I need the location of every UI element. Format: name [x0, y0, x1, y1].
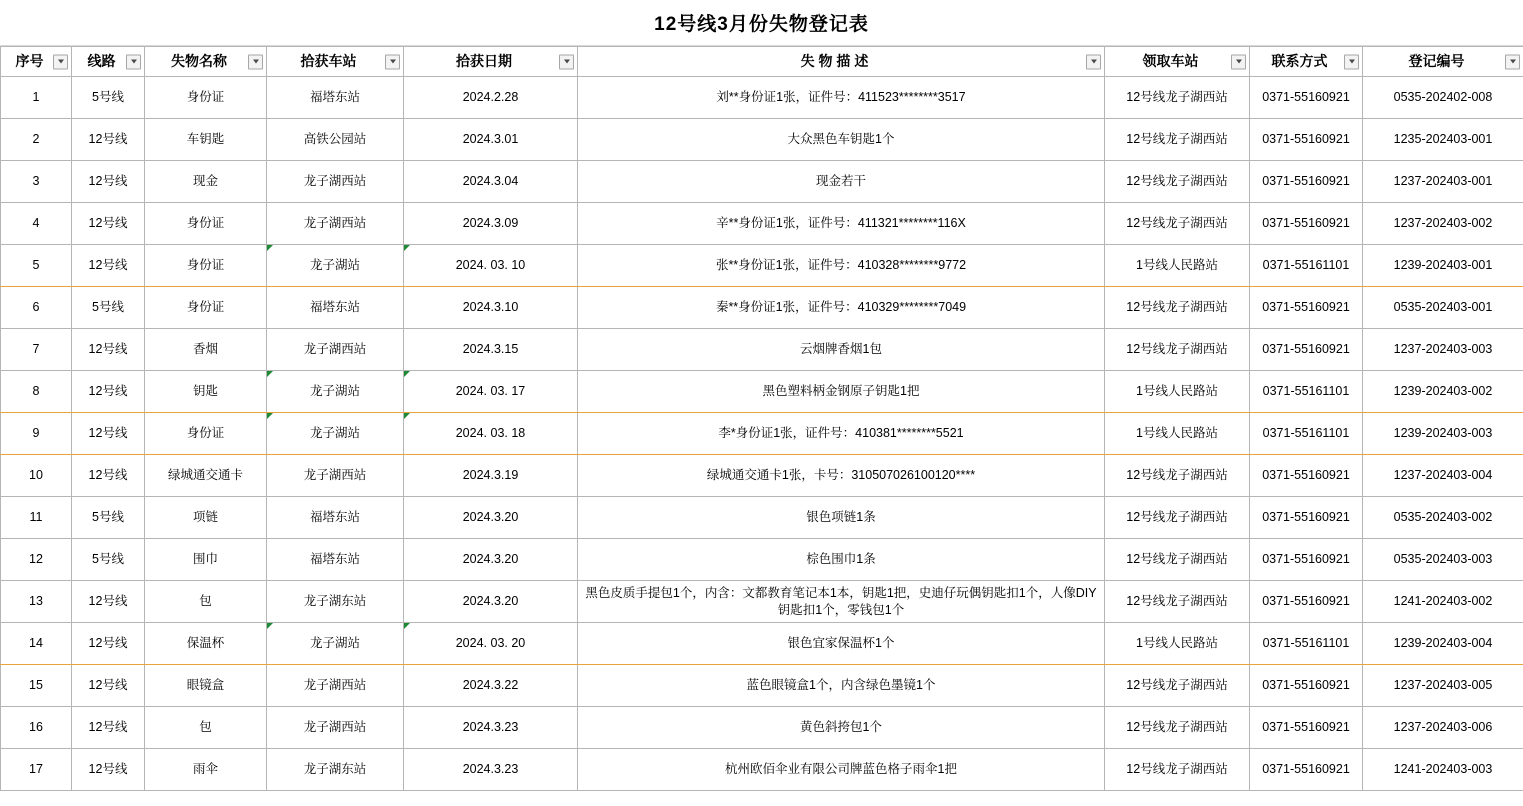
cell-found-date: 2024.3.23 [404, 707, 578, 749]
cell-found-date: 2024.3.15 [404, 329, 578, 371]
cell-no: 6 [1, 287, 72, 329]
cell-reg-no: 1237-202403-001 [1363, 161, 1523, 203]
cell-reg-no: 1239-202403-001 [1363, 245, 1523, 287]
cell-reg-no: 0535-202403-002 [1363, 497, 1523, 539]
cell-found-date: 2024.3.09 [404, 203, 578, 245]
cell-claim-station: 12号线龙子湖西站 [1105, 497, 1250, 539]
cell-line: 5号线 [72, 497, 145, 539]
cell-description: 蓝色眼镜盒1个，内含绿色墨镜1个 [578, 665, 1105, 707]
cell-description: 银色宜家保温杯1个 [578, 623, 1105, 665]
cell-found-date: 2024.3.20 [404, 539, 578, 581]
cell-no: 13 [1, 581, 72, 623]
cell-found-station: 龙子湖西站 [267, 707, 404, 749]
table-row [1, 623, 1523, 665]
column-header-reg-no-label: 登记编号 [1408, 53, 1465, 70]
cell-item: 现金 [145, 161, 267, 203]
table-row [1, 749, 1523, 791]
cell-phone: 0371-55160921 [1250, 329, 1363, 371]
cell-description: 绿城通交通卡1张，卡号：310507026100120**** [578, 455, 1105, 497]
cell-no: 14 [1, 623, 72, 665]
cell-item: 保温杯 [145, 623, 267, 665]
table-row [1, 287, 1523, 329]
cell-no: 9 [1, 413, 72, 455]
column-header-line-label: 线路 [87, 53, 116, 70]
cell-reg-no: 0535-202403-001 [1363, 287, 1523, 329]
cell-claim-station: 12号线龙子湖西站 [1105, 329, 1250, 371]
filter-dropdown-icon[interactable] [385, 54, 400, 69]
table-row [1, 539, 1523, 581]
cell-found-date: 2024. 03. 18 [404, 413, 578, 455]
cell-claim-station: 12号线龙子湖西站 [1105, 707, 1250, 749]
cell-item: 雨伞 [145, 749, 267, 791]
cell-phone: 0371-55160921 [1250, 581, 1363, 623]
cell-found-date: 2024. 03. 17 [404, 371, 578, 413]
cell-line: 12号线 [72, 329, 145, 371]
table-header-row [1, 47, 1523, 77]
cell-phone: 0371-55161101 [1250, 413, 1363, 455]
cell-description: 秦**身份证1张，证件号：410329********7049 [578, 287, 1105, 329]
cell-description: 棕色围巾1条 [578, 539, 1105, 581]
table-row [1, 245, 1523, 287]
cell-found-date: 2024.3.20 [404, 581, 578, 623]
cell-phone: 0371-55160921 [1250, 749, 1363, 791]
cell-found-station: 福塔东站 [267, 77, 404, 119]
column-header-claim-station [1105, 47, 1250, 77]
cell-item: 眼镜盒 [145, 665, 267, 707]
cell-phone: 0371-55161101 [1250, 623, 1363, 665]
table-row [1, 497, 1523, 539]
cell-found-date: 2024.3.19 [404, 455, 578, 497]
cell-reg-no: 1241-202403-003 [1363, 749, 1523, 791]
cell-found-date: 2024.3.23 [404, 749, 578, 791]
table-row [1, 161, 1523, 203]
cell-item: 项链 [145, 497, 267, 539]
column-header-phone [1250, 47, 1363, 77]
cell-item: 车钥匙 [145, 119, 267, 161]
cell-found-date: 2024. 03. 10 [404, 245, 578, 287]
cell-description: 大众黑色车钥匙1个 [578, 119, 1105, 161]
cell-claim-station: 12号线龙子湖西站 [1105, 539, 1250, 581]
filter-dropdown-icon[interactable] [1344, 54, 1359, 69]
cell-description: 银色项链1条 [578, 497, 1105, 539]
filter-dropdown-icon[interactable] [1086, 54, 1101, 69]
cell-phone: 0371-55160921 [1250, 707, 1363, 749]
cell-description: 现金若干 [578, 161, 1105, 203]
column-header-claim-station-label: 领取车站 [1142, 53, 1199, 70]
table-body [1, 77, 1523, 791]
cell-item: 围巾 [145, 539, 267, 581]
cell-item: 身份证 [145, 77, 267, 119]
cell-item: 包 [145, 707, 267, 749]
cell-description: 张**身份证1张，证件号：410328********9772 [578, 245, 1105, 287]
cell-found-station: 龙子湖西站 [267, 161, 404, 203]
cell-found-station: 龙子湖站 [267, 413, 404, 455]
cell-description: 黄色斜挎包1个 [578, 707, 1105, 749]
cell-no: 5 [1, 245, 72, 287]
filter-dropdown-icon[interactable] [126, 54, 141, 69]
cell-line: 12号线 [72, 413, 145, 455]
cell-line: 12号线 [72, 665, 145, 707]
column-header-no-label: 序号 [15, 53, 44, 70]
cell-no: 11 [1, 497, 72, 539]
cell-item: 包 [145, 581, 267, 623]
cell-no: 3 [1, 161, 72, 203]
cell-reg-no: 1237-202403-004 [1363, 455, 1523, 497]
cell-found-date: 2024.3.10 [404, 287, 578, 329]
cell-item: 钥匙 [145, 371, 267, 413]
cell-found-date: 2024.3.04 [404, 161, 578, 203]
column-header-reg-no [1363, 47, 1523, 77]
cell-line: 12号线 [72, 245, 145, 287]
cell-no: 7 [1, 329, 72, 371]
cell-found-station: 龙子湖东站 [267, 749, 404, 791]
table-row [1, 371, 1523, 413]
cell-line: 5号线 [72, 287, 145, 329]
cell-no: 16 [1, 707, 72, 749]
cell-phone: 0371-55161101 [1250, 245, 1363, 287]
cell-line: 12号线 [72, 749, 145, 791]
table-row [1, 203, 1523, 245]
column-header-phone-label: 联系方式 [1271, 53, 1328, 70]
cell-description: 云烟牌香烟1包 [578, 329, 1105, 371]
lost-property-table [0, 46, 1523, 791]
cell-reg-no: 1237-202403-006 [1363, 707, 1523, 749]
cell-found-station: 龙子湖西站 [267, 455, 404, 497]
cell-line: 12号线 [72, 623, 145, 665]
cell-reg-no: 1239-202403-003 [1363, 413, 1523, 455]
filter-dropdown-icon[interactable] [1231, 54, 1246, 69]
cell-phone: 0371-55160921 [1250, 161, 1363, 203]
cell-no: 2 [1, 119, 72, 161]
column-header-found-station-label: 拾获车站 [300, 53, 357, 70]
cell-found-station: 龙子湖西站 [267, 203, 404, 245]
cell-found-station: 高铁公园站 [267, 119, 404, 161]
column-header-found-date [404, 47, 578, 77]
cell-phone: 0371-55160921 [1250, 119, 1363, 161]
sheet-title-row [0, 0, 1523, 46]
cell-found-station: 龙子湖西站 [267, 329, 404, 371]
table-row [1, 455, 1523, 497]
cell-line: 12号线 [72, 119, 145, 161]
cell-claim-station: 12号线龙子湖西站 [1105, 455, 1250, 497]
cell-found-station: 龙子湖西站 [267, 665, 404, 707]
cell-item: 身份证 [145, 245, 267, 287]
cell-item: 香烟 [145, 329, 267, 371]
cell-description: 辛**身份证1张，证件号：411321********116X [578, 203, 1105, 245]
cell-claim-station: 1号线人民路站 [1105, 413, 1250, 455]
cell-reg-no: 1239-202403-004 [1363, 623, 1523, 665]
cell-claim-station: 12号线龙子湖西站 [1105, 203, 1250, 245]
cell-claim-station: 12号线龙子湖西站 [1105, 749, 1250, 791]
cell-claim-station: 12号线龙子湖西站 [1105, 119, 1250, 161]
cell-reg-no: 1237-202403-002 [1363, 203, 1523, 245]
cell-description: 杭州欧佰伞业有限公司牌蓝色格子雨伞1把 [578, 749, 1105, 791]
cell-found-station: 福塔东站 [267, 539, 404, 581]
cell-no: 17 [1, 749, 72, 791]
column-header-description [578, 47, 1105, 77]
cell-phone: 0371-55161101 [1250, 371, 1363, 413]
cell-found-date: 2024.3.20 [404, 497, 578, 539]
cell-found-station: 龙子湖站 [267, 623, 404, 665]
cell-found-station: 福塔东站 [267, 287, 404, 329]
page-title: 12号线3月份失物登记表 [654, 14, 869, 35]
cell-found-station: 福塔东站 [267, 497, 404, 539]
cell-reg-no: 0535-202402-008 [1363, 77, 1523, 119]
cell-description: 黑色皮质手提包1个，内含：文都教育笔记本1本，钥匙1把，史迪仔玩偶钥匙扣1个，人像DIY钥匙扣1个，零钱包1个 [578, 581, 1105, 623]
table-header [1, 47, 1523, 77]
cell-phone: 0371-55160921 [1250, 203, 1363, 245]
cell-reg-no: 0535-202403-003 [1363, 539, 1523, 581]
cell-reg-no: 1237-202403-005 [1363, 665, 1523, 707]
cell-phone: 0371-55160921 [1250, 287, 1363, 329]
cell-line: 5号线 [72, 77, 145, 119]
cell-line: 5号线 [72, 539, 145, 581]
cell-item: 身份证 [145, 203, 267, 245]
cell-item: 身份证 [145, 413, 267, 455]
cell-no: 8 [1, 371, 72, 413]
column-header-description-label: 失 物 描 述 [800, 53, 869, 70]
cell-phone: 0371-55160921 [1250, 539, 1363, 581]
cell-item: 绿城通交通卡 [145, 455, 267, 497]
cell-claim-station: 12号线龙子湖西站 [1105, 287, 1250, 329]
table-row [1, 413, 1523, 455]
cell-no: 10 [1, 455, 72, 497]
cell-no: 15 [1, 665, 72, 707]
cell-reg-no: 1235-202403-001 [1363, 119, 1523, 161]
filter-dropdown-icon[interactable] [559, 54, 574, 69]
cell-found-station: 龙子湖站 [267, 245, 404, 287]
table-row [1, 329, 1523, 371]
table-row [1, 119, 1523, 161]
table-row [1, 77, 1523, 119]
cell-line: 12号线 [72, 161, 145, 203]
cell-claim-station: 1号线人民路站 [1105, 623, 1250, 665]
cell-reg-no: 1241-202403-002 [1363, 581, 1523, 623]
cell-claim-station: 12号线龙子湖西站 [1105, 77, 1250, 119]
column-header-item-label: 失物名称 [171, 53, 227, 70]
cell-line: 12号线 [72, 581, 145, 623]
cell-line: 12号线 [72, 707, 145, 749]
cell-phone: 0371-55160921 [1250, 497, 1363, 539]
cell-no: 4 [1, 203, 72, 245]
cell-line: 12号线 [72, 203, 145, 245]
cell-phone: 0371-55160921 [1250, 455, 1363, 497]
cell-description: 刘**身份证1张，证件号：411523********3517 [578, 77, 1105, 119]
cell-line: 12号线 [72, 455, 145, 497]
cell-claim-station: 12号线龙子湖西站 [1105, 581, 1250, 623]
cell-phone: 0371-55160921 [1250, 77, 1363, 119]
cell-claim-station: 1号线人民路站 [1105, 371, 1250, 413]
cell-found-date: 2024.3.01 [404, 119, 578, 161]
cell-no: 1 [1, 77, 72, 119]
column-header-item [145, 47, 267, 77]
table-row [1, 665, 1523, 707]
cell-claim-station: 1号线人民路站 [1105, 245, 1250, 287]
cell-found-date: 2024.3.22 [404, 665, 578, 707]
cell-found-date: 2024.2.28 [404, 77, 578, 119]
cell-description: 李*身份证1张，证件号：410381********5521 [578, 413, 1105, 455]
cell-line: 12号线 [72, 371, 145, 413]
filter-dropdown-icon[interactable] [248, 54, 263, 69]
cell-description: 黑色塑料柄金钢原子钥匙1把 [578, 371, 1105, 413]
table-row [1, 707, 1523, 749]
cell-claim-station: 12号线龙子湖西站 [1105, 161, 1250, 203]
cell-reg-no: 1239-202403-002 [1363, 371, 1523, 413]
cell-found-station: 龙子湖东站 [267, 581, 404, 623]
column-header-no [1, 47, 72, 77]
cell-item: 身份证 [145, 287, 267, 329]
column-header-found-station [267, 47, 404, 77]
column-header-found-date-label: 拾获日期 [456, 53, 512, 70]
cell-found-date: 2024. 03. 20 [404, 623, 578, 665]
cell-phone: 0371-55160921 [1250, 665, 1363, 707]
cell-found-station: 龙子湖站 [267, 371, 404, 413]
column-header-line [72, 47, 145, 77]
filter-dropdown-icon[interactable] [53, 54, 68, 69]
cell-no: 12 [1, 539, 72, 581]
cell-reg-no: 1237-202403-003 [1363, 329, 1523, 371]
filter-dropdown-icon[interactable] [1505, 54, 1520, 69]
table-row [1, 581, 1523, 623]
cell-claim-station: 12号线龙子湖西站 [1105, 665, 1250, 707]
